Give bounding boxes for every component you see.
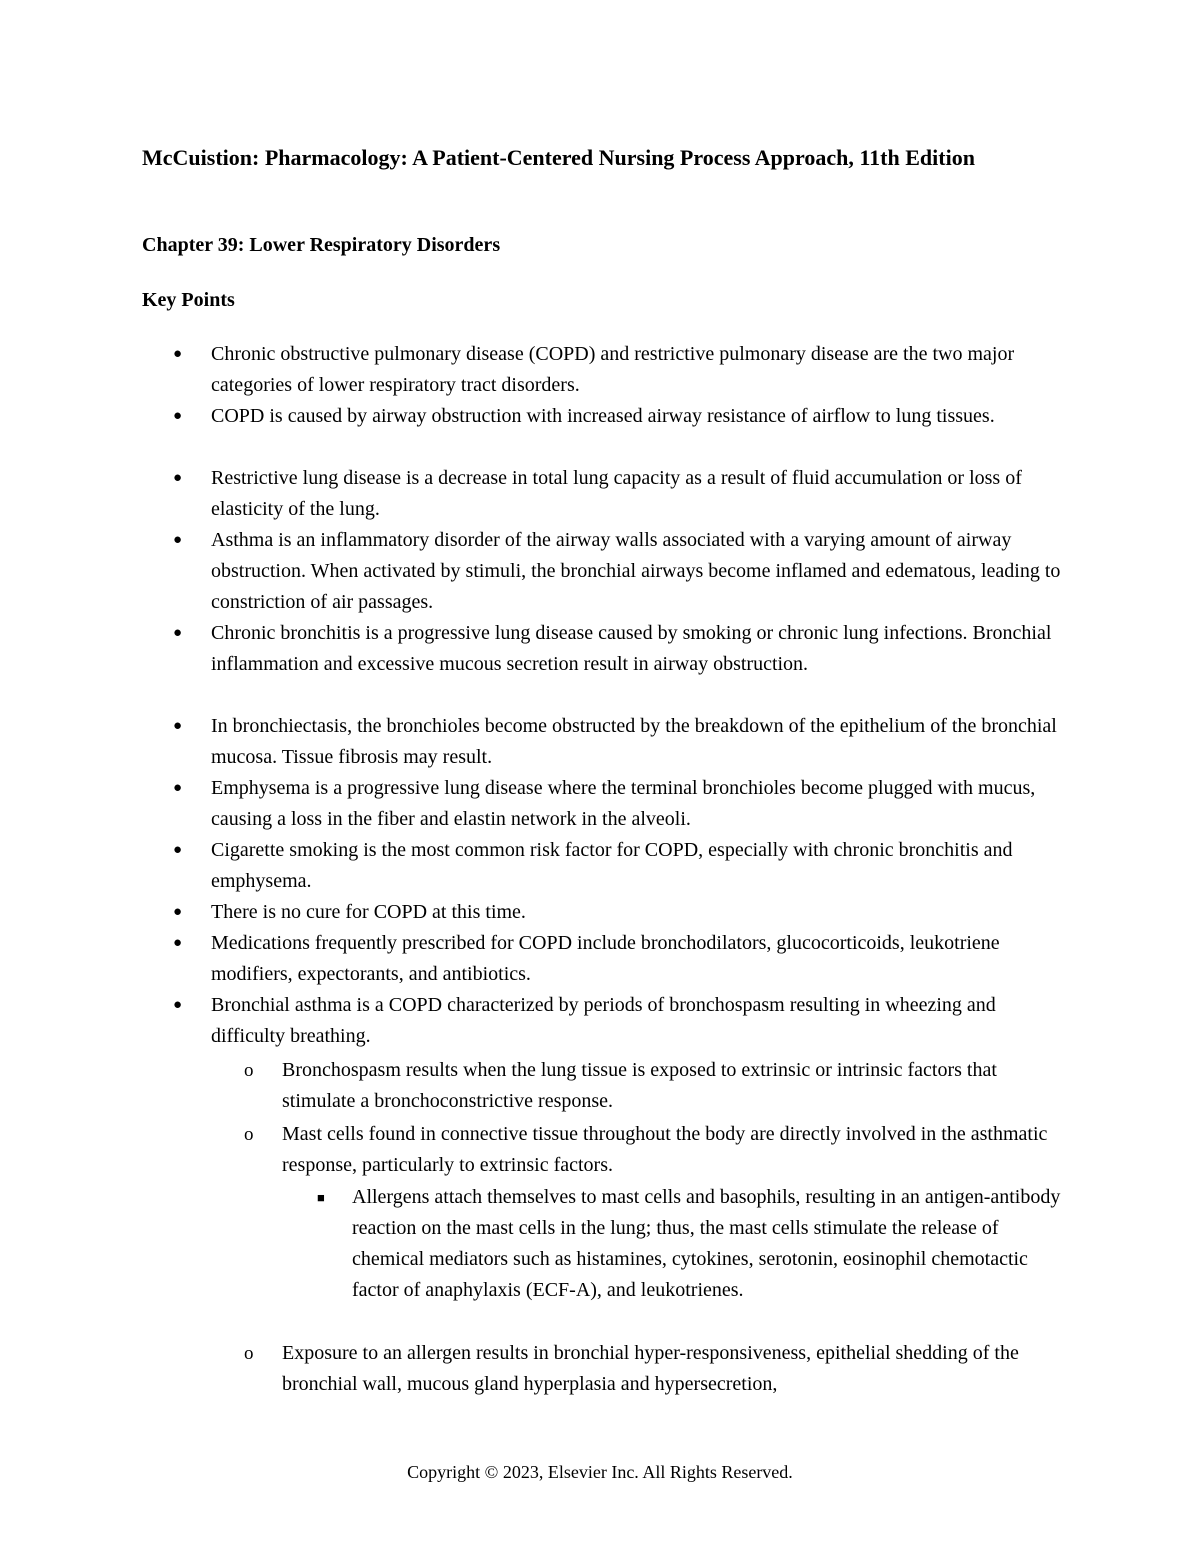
circle-bullet-icon: o — [244, 1060, 254, 1081]
book-title: McCuistion: Pharmacology: A Patient-Centered Nursing Process Approach, 11th Edition — [142, 145, 975, 170]
copyright-footer: Copyright © 2023, Elsevier Inc. All Rights Reserved. — [407, 1462, 793, 1482]
list-item-text: Emphysema is a progressive lung disease where the terminal bronchioles become plugged with mucus, causing a loss in the fiber and elastin network in the alveoli. — [211, 777, 1036, 830]
list-item-text: In bronchiectasis, the bronchioles become obstructed by the breakdown of the epithelium of the bronchial mucosa. Tissue fibrosis may result. — [211, 715, 1057, 768]
list-item — [173, 990, 1071, 1052]
list-item-text: There is no cure for COPD at this time. — [211, 901, 526, 923]
list-item — [173, 928, 1071, 990]
list-item — [173, 463, 1071, 525]
list-item — [173, 835, 1071, 897]
bullet-icon: ● — [173, 470, 183, 486]
bullet-icon: ● — [173, 718, 183, 734]
list-item — [173, 525, 1071, 618]
chapter-title: Chapter 39: Lower Respiratory Disorders — [142, 234, 501, 256]
bullet-icon: ● — [173, 532, 183, 548]
bullet-icon: ● — [173, 780, 183, 796]
list-item-text: Bronchial asthma is a COPD characterized by periods of bronchospasm resulting in wheezing and difficulty breathing. — [211, 994, 996, 1047]
sub-list-item-text: Mast cells found in connective tissue throughout the body are directly involved in the asthmatic response, particularly to extrinsic factors. — [282, 1123, 1048, 1176]
list-item-text: Restrictive lung disease is a decrease in total lung capacity as a result of fluid accumulation or loss of elasticity of the lung. — [211, 467, 1022, 520]
sub-list-item — [244, 1055, 1072, 1117]
sub-list-item-text: Exposure to an allergen results in bronchial hyper-responsiveness, epithelial shedding of the bronchial wall, mucous gland hyperplasia and hypersecretion, — [282, 1342, 1019, 1395]
list-item-text: Asthma is an inflammatory disorder of the airway walls associated with a varying amount of airway obstruction. When activated by stimuli, the bronchial airways become inflamed and edematous, leading to constriction of air passages. — [211, 529, 1061, 613]
bullet-icon: ● — [173, 997, 183, 1013]
list-item-text: Chronic obstructive pulmonary disease (COPD) and restrictive pulmonary disease are the two major categories of lower respiratory tract disorders. — [211, 343, 1015, 396]
list-item-text: Medications frequently prescribed for COPD include bronchodilators, glucocorticoids, leukotriene modifiers, expectorants, and antibiotics. — [211, 932, 1000, 985]
bullet-icon: ● — [173, 625, 183, 641]
square-bullet-icon: ■ — [317, 1190, 325, 1205]
circle-bullet-icon: o — [244, 1124, 254, 1145]
list-item — [173, 618, 1071, 680]
list-item-text: COPD is caused by airway obstruction with increased airway resistance of airflow to lung tissues. — [211, 405, 995, 427]
bullet-icon: ● — [173, 346, 183, 362]
list-item — [173, 897, 1071, 928]
list-item — [173, 773, 1071, 835]
list-item-text: Chronic bronchitis is a progressive lung disease caused by smoking or chronic lung infections. Bronchial inflammation and excessive mucous secretion result in airway obstruction. — [211, 622, 1052, 675]
bullet-icon: ● — [173, 904, 183, 920]
section-heading: Key Points — [142, 289, 235, 311]
list-item — [173, 339, 1071, 401]
bullet-icon: ● — [173, 408, 183, 424]
sub-list-item — [244, 1119, 1072, 1181]
bullet-icon: ● — [173, 935, 183, 951]
sub-list-item-text: Bronchospasm results when the lung tissue is exposed to extrinsic or intrinsic factors that stimulate a bronchoconstrictive response. — [282, 1059, 997, 1112]
sub-sub-list-item-text: Allergens attach themselves to mast cells and basophils, resulting in an antigen-antibody reaction on the mast cells in the lung; thus, the mast cells stimulate the release of chemical mediators such as histamines, cytokines, serotonin, eosinophil chemotactic factor of anaphylaxis (ECF-A), and leukotrienes. — [352, 1186, 1061, 1301]
circle-bullet-icon: o — [244, 1343, 254, 1364]
list-item — [173, 401, 1071, 432]
sub-list-item — [244, 1338, 1072, 1400]
list-item — [173, 711, 1071, 773]
list-item-text: Cigarette smoking is the most common risk factor for COPD, especially with chronic bronchitis and emphysema. — [211, 839, 1013, 892]
sub-sub-list-item — [317, 1182, 1072, 1306]
bullet-icon: ● — [173, 842, 183, 858]
